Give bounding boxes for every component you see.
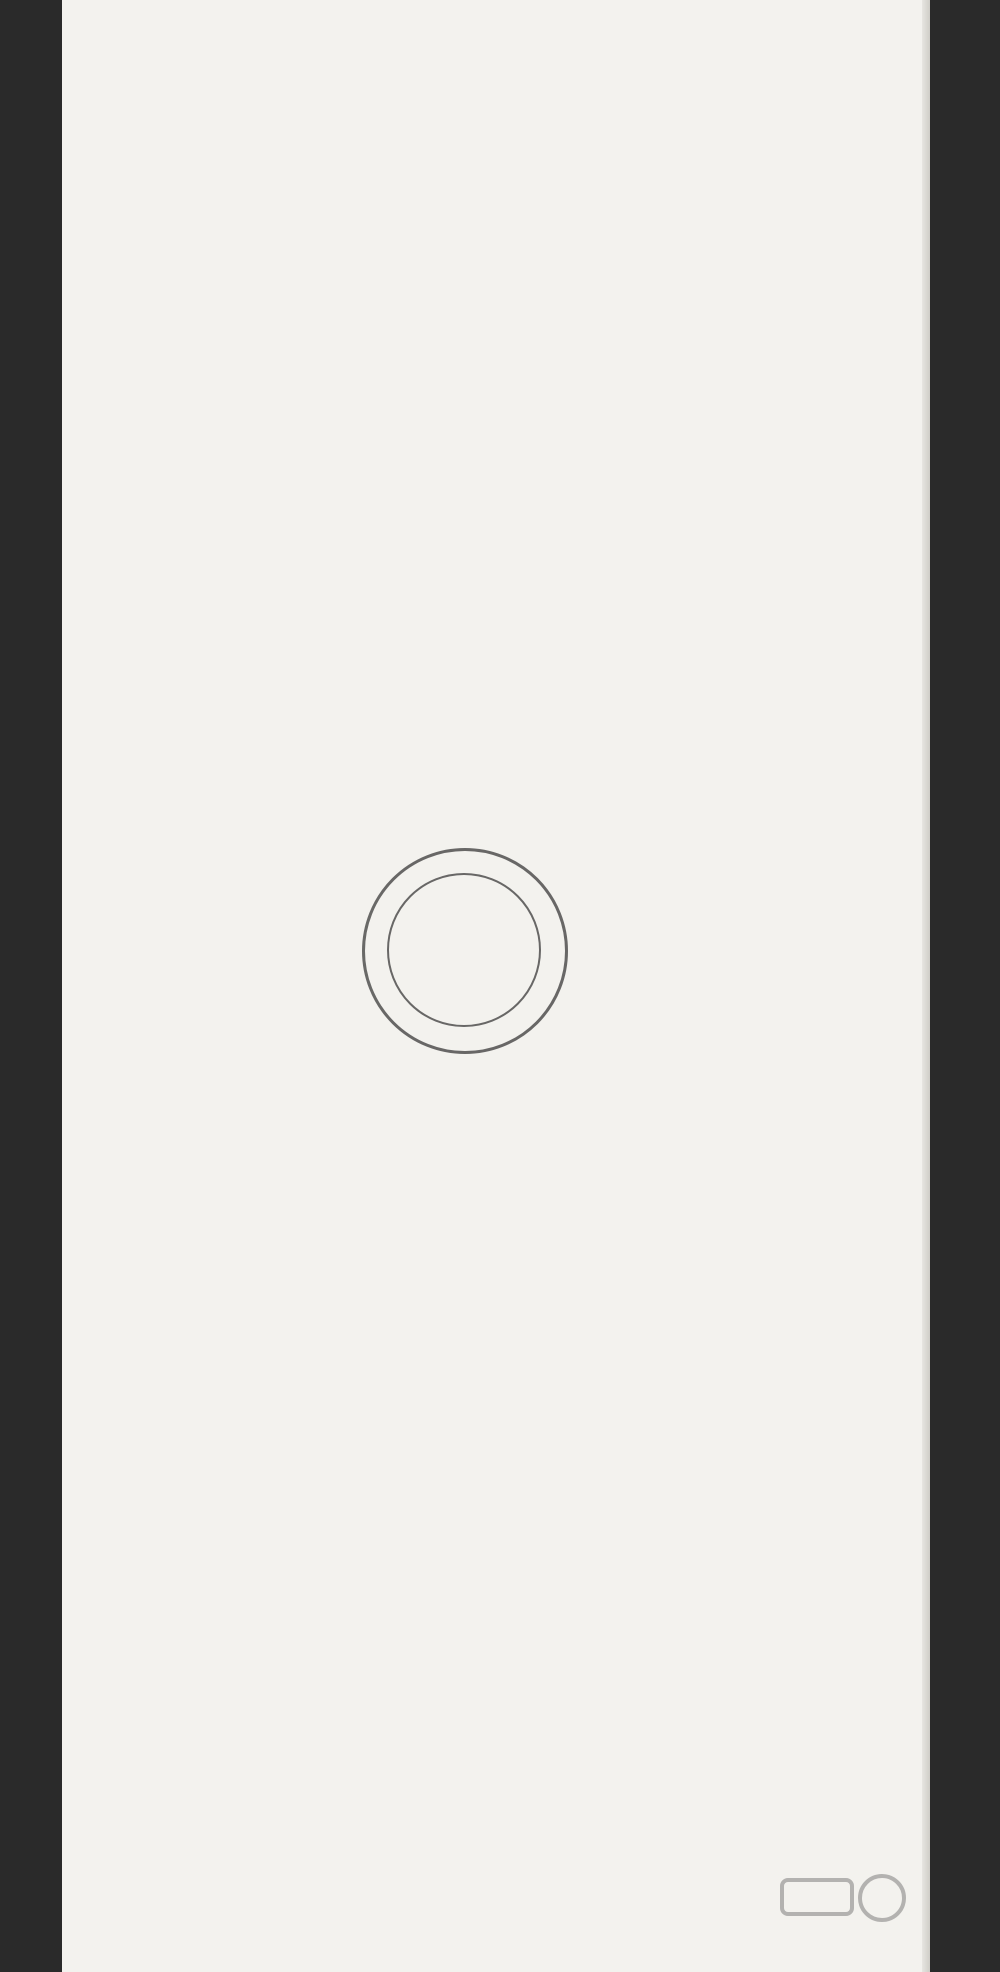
site-logo <box>762 1868 922 1958</box>
question-9 <box>136 268 906 310</box>
question-5 <box>136 184 906 226</box>
answer-page <box>62 0 930 1972</box>
question-11 <box>136 310 906 352</box>
question-13 <box>136 352 906 394</box>
answer-content <box>136 132 906 394</box>
question-7 <box>136 226 906 268</box>
question-2 <box>136 136 906 178</box>
watermark-stamp <box>362 848 568 1054</box>
page-fold-shadow <box>922 0 930 1972</box>
